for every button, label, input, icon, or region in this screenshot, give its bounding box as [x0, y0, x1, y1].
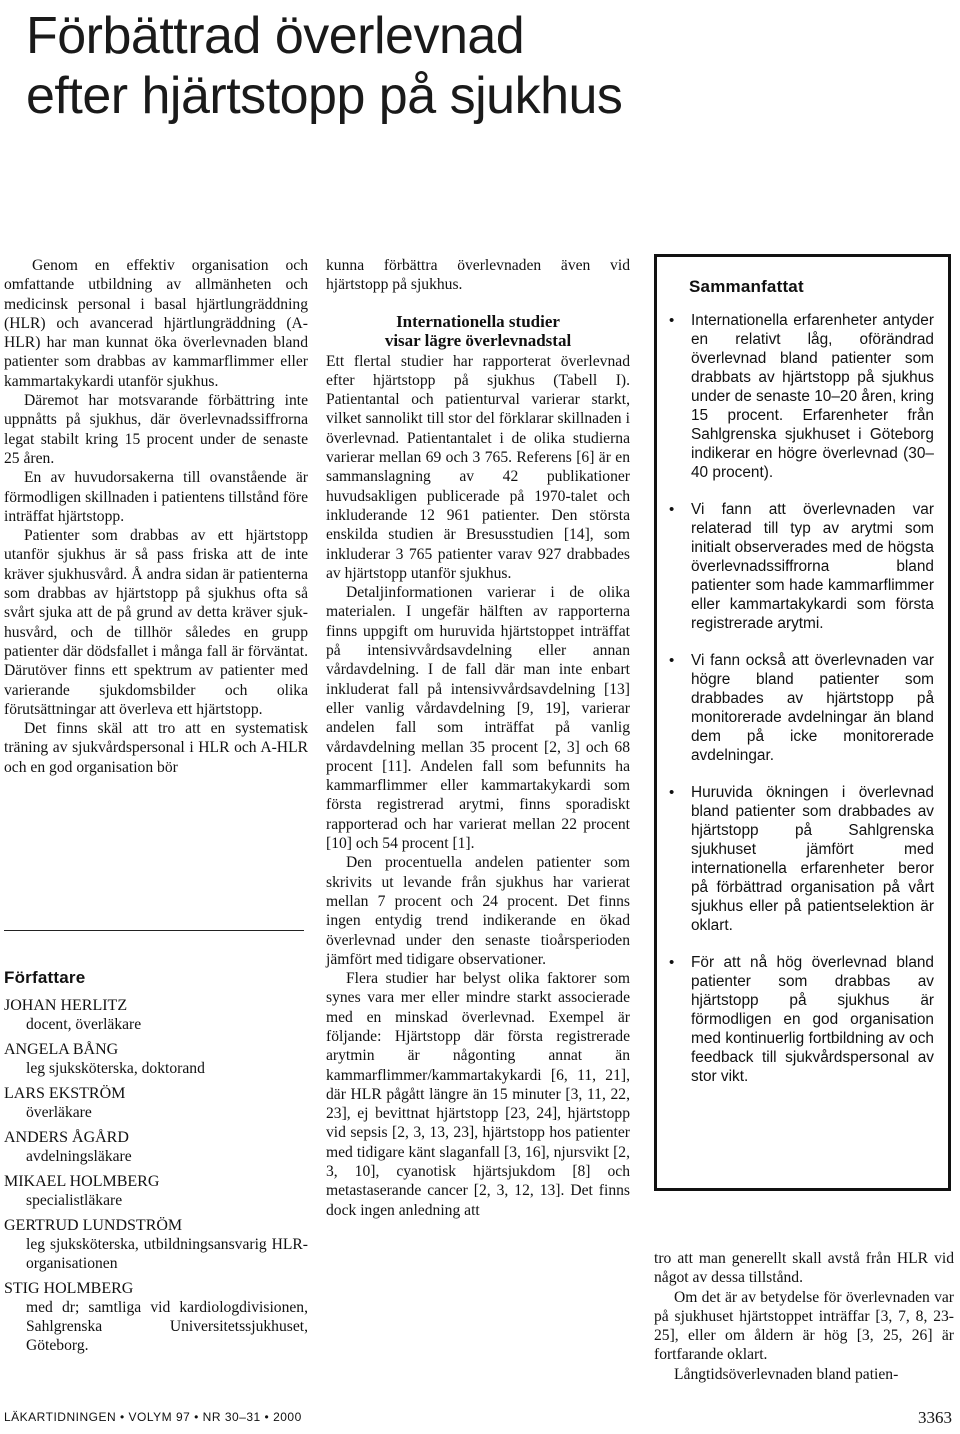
col2-paragraph: Den procentuella andelen patienter som skrivits ut levande från sjukhus har varierat mellan 7 procent och 24 procent. Det finns ingen entydig trend indikerande en ökad överlevnad under den senaste tioårsperioden jämfört med tidigare observationer.	[326, 854, 630, 968]
bullet-icon: •	[669, 954, 675, 971]
author-entry	[4, 1084, 308, 1122]
author-name: ANDERS ÅGÅRD	[4, 1129, 129, 1146]
bullet-icon: •	[669, 652, 675, 669]
col3-paragraph: Långtidsöverlevnaden bland patien-	[674, 1365, 899, 1383]
col3-paragraph: Om det är av betydelse för överlevnaden var på sjukhuset hjärtstoppet inträffar [3, 7, 8, 23-25], eller om åldern är hög [3, 25, 26] är fortfarande oklart.	[654, 1288, 954, 1364]
summary-item-text: Vi fann också att överlevnaden var högre bland patienter som drabbades av hjärtstopp på monitorerade avdelningar än bland dem på icke monitorerade avdelningar.	[691, 652, 934, 764]
summary-item-text: Internationella erfarenheter antyder en relativt låg, oförändrad överlevnad bland patienter som drabbats av hjärtstopp på sjukhus under de senaste 10–20 åren, kring 15 procent. Erfarenheter från Sahlgrenska sjukhuset i Göteborg indikerar en högre överlevnad (30–40 procent).	[691, 312, 935, 481]
title-line-1: Förbättrad överlevnad	[26, 7, 525, 65]
section-heading-line-1: Internationella studier	[396, 311, 560, 331]
col1-paragraph: Genom en effektiv organisation och omfattande utbildning av allmänheten och medicinsk personal i basal hjärtlungräddning (HLR) och avancerad hjärtlungräddning (A-HLR) har man kunnat öka överlevnaden bland patienter som drabbas av kammarflimmer eller kammartakykardi utanför sjukhus.	[4, 257, 308, 390]
summary-item-text: Vi fann att överlevnaden var relaterad till typ av arytmi som initialt observerades med de högsta överlevnadssiffrorna bland patienter som hade kammarflimmer eller kammartakykardi som första registrerade arytmi.	[691, 501, 934, 632]
authors-block	[4, 968, 308, 1361]
author-role: med dr; samtliga vid kardiologdivisionen, Sahlgrenska Universitetssjukhuset, Göteborg.	[26, 1299, 308, 1354]
section-heading-line-2: visar lägre överlevnadstal	[384, 330, 572, 350]
author-entry	[4, 1128, 308, 1166]
bullet-icon: •	[669, 312, 675, 329]
col1-paragraph: Det finns skäl att tro att en systematisk träning av sjukvårdspersonal i HLR och A-HLR och en god organisation bör	[4, 720, 308, 776]
column-2	[326, 256, 630, 1220]
column-3	[654, 1249, 954, 1384]
journal-footer: LÄKARTIDNINGEN • VOLYM 97 • NR 30–31 • 2000	[4, 1410, 302, 1424]
author-divider	[4, 930, 304, 931]
author-name: STIG HOLMBERG	[4, 1280, 134, 1297]
col1-paragraph: Patienter som drabbas av ett hjärtstopp utanför sjukhus är så pass friska att de inte kräver sjukhusvård. Å andra sidan är patienterna som drabbas av hjärtstopp på sjukhus ofta så svårt sjuka att de på grund av detta kräver sjukhusvård, och de tillhör således en grupp patienter där dödsfallet i många fall är förväntat. Därutöver finns ett spektrum av patienter med varierande sjukdomsbilder och olika förutsättningar att överleva ett hjärtstopp.	[4, 527, 308, 718]
summary-item-text: Huruvida ökningen i överlevnad bland patienter som drabbades av hjärtstopp på Sahlgrenska sjukhuset jämfört med internationella erfarenheter beror på förbättrad organisation på vårt sjukhus eller på patientselektion är oklart.	[691, 784, 934, 934]
author-name: JOHAN HERLITZ	[4, 997, 128, 1014]
summary-item	[667, 500, 934, 633]
bullet-icon: •	[669, 784, 675, 801]
author-role: överläkare	[26, 1104, 92, 1121]
column-1	[4, 256, 308, 777]
author-role: leg sjuksköterska, utbildningsansvarig HLR-organisationen	[26, 1236, 308, 1272]
col1-paragraph: Däremot har motsvarande förbättring inte uppnåtts på sjukhus, där överlevnadssiffrorna legat stabilt kring 15 procent under de senaste 25 åren.	[4, 392, 308, 467]
author-name: ANGELA BÅNG	[4, 1041, 119, 1058]
author-entry	[4, 1279, 308, 1355]
bullet-icon: •	[669, 501, 675, 518]
summary-item	[667, 783, 934, 935]
author-entry	[4, 996, 308, 1034]
section-heading	[326, 312, 630, 350]
author-role: specialistläkare	[26, 1192, 123, 1209]
page-number: 3363	[918, 1408, 952, 1427]
col3-paragraph: tro att man generellt skall avstå från HLR vid något av dessa tillstånd.	[654, 1250, 954, 1287]
col2-paragraph: Ett flertal studier har rapporterat överlevnad efter hjärtstopp på sjukhus (Tabell I). Patientantal och patienturval varierar starkt, vilket sannolikt till stor del förklarar skillnaden i överlevnad. Patientantalet i de olika studierna varierar mellan 69 och 3 765. Referens [6] är en sammanslagning av 42 publikationer huvudsakligen publicerade på 1970-talet och inkluderande 12 961 patienter. Den största enskilda studien är Bresusstudien [14], som inkluderar 3 765 patienter varav 927 drabbades av hjärtstopp utanför sjukhus.	[326, 352, 630, 582]
author-entry	[4, 1040, 308, 1078]
author-role: docent, överläkare	[26, 1016, 142, 1033]
col2-paragraph: Detaljinformationen varierar i de olika materialen. I ungefär hälften av rapporterna finns uppgift om huruvida hjärtstoppet inträffat på intensivvårdsavdelning eller annan vårdavdelning. I de fall där man inte enbart inkluderat fall på intensivvårdsavdelning [13] eller vanlig vårdavdelning [9, 19], varierar andelen fall som inträffat på vanlig vårdavdelning mellan 35 procent [2, 3] och 68 procent [11]. Andelen fall som befunnits ha kammarflimmer eller kammartakykardi som första registrerad arytmi, finns sporadiskt rapporterad och har varierat mellan 22 procent [10] och 54 procent [1].	[326, 584, 630, 853]
summary-heading: Sammanfattat	[689, 277, 804, 296]
article-title	[26, 6, 926, 126]
author-name: MIKAEL HOLMBERG	[4, 1173, 160, 1190]
summary-box	[654, 254, 951, 1191]
summary-item	[667, 311, 934, 482]
summary-list	[667, 311, 934, 1086]
summary-item-text: För att nå hög överlevnad bland patienter som drabbas av hjärtstopp på sjukhus är förmodligen en god organisation med kontinuerlig fortbildning av och feedback till sjukvårdspersonal av stor vikt.	[691, 954, 934, 1085]
author-role: avdelningsläkare	[26, 1148, 132, 1165]
summary-item	[667, 651, 934, 765]
col2-intro: kunna förbättra överlevnaden även vid hjärtstopp på sjukhus.	[326, 257, 630, 294]
summary-item	[667, 953, 934, 1086]
author-entry	[4, 1172, 308, 1210]
col1-paragraph: En av huvudorsakerna till ovanstående är förmodligen skillnaden i patientens tillstånd före inträffat hjärtstopp.	[4, 469, 308, 525]
author-name: LARS EKSTRÖM	[4, 1085, 126, 1102]
author-entry	[4, 1216, 308, 1273]
author-name: GERTRUD LUNDSTRÖM	[4, 1217, 183, 1234]
author-role: leg sjuksköterska, doktorand	[26, 1060, 205, 1077]
col2-paragraph: Flera studier har belyst olika faktorer som synes vara mer eller mindre starkt associerade med en minskad överlevnad. Exempel är följande: Hjärtstopp där första registrerade arytmin är någonting annat än kammarflimmer/kammartakykardi [6, 11, 21], där HLR pågått längre än 15 minuter [3, 11, 22, 23], ej bevittnat hjärtstopp [23, 24], hjärtstopp vid sepsis [2, 3, 13, 23], hjärtstopp hos patienter med tidigare känt slaganfall [3, 16], njursvikt [2, 3, 10], cyanotisk hjärtsjukdom [8] och metastaserande cancer [2, 3, 12, 13]. Det finns dock ingen anledning att	[326, 970, 630, 1219]
authors-heading: Författare	[4, 968, 86, 987]
title-line-2: efter hjärtstopp på sjukhus	[26, 67, 623, 125]
